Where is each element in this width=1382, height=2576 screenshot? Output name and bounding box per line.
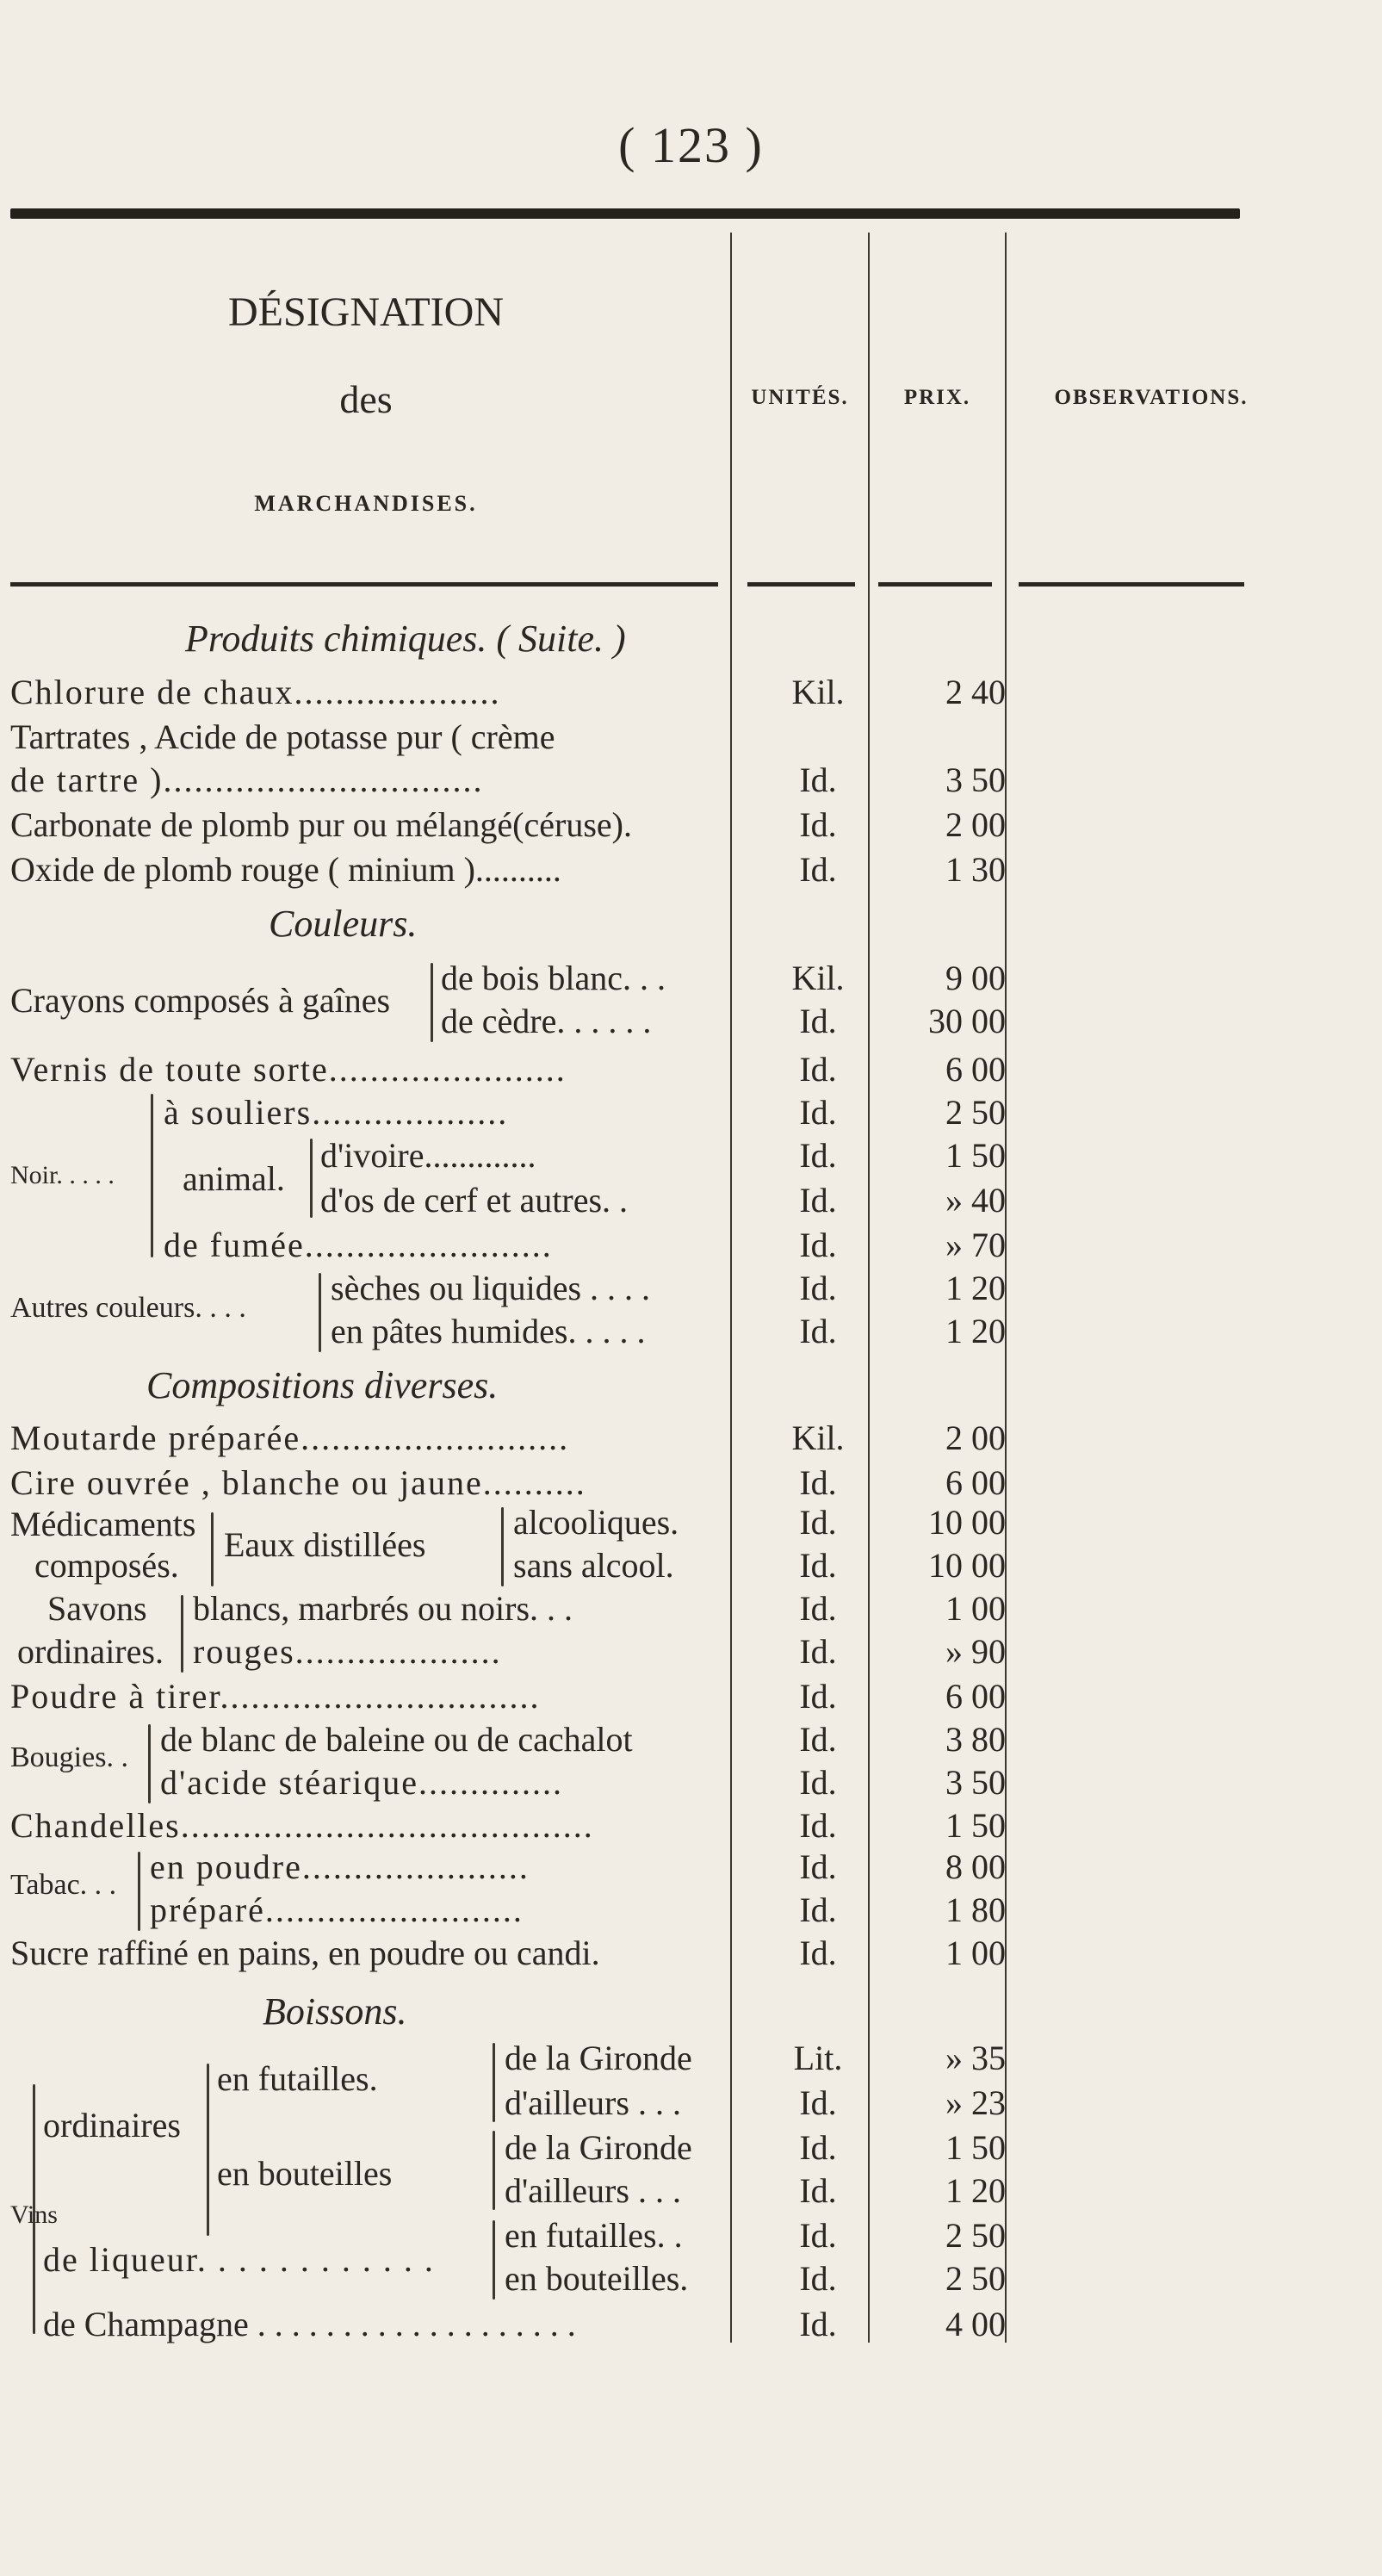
row-label: de fumée........................ — [164, 1226, 553, 1264]
row-unit: Id. — [799, 1226, 837, 1264]
group-label: de liqueur. . . . . . . . . . . . — [43, 2240, 435, 2279]
row-label: rouges.................... — [193, 1632, 502, 1671]
row-unit: Id. — [799, 2083, 837, 2122]
row-price: 1 00 — [945, 1934, 1006, 1972]
row-unit: Id. — [799, 2128, 837, 2167]
row-price: 2 00 — [945, 805, 1006, 844]
group-label: Savons — [47, 1589, 147, 1628]
row-price: 1 20 — [945, 2171, 1006, 2210]
row-label: blancs, marbrés ou noirs. . . — [193, 1589, 573, 1628]
row-price: 1 80 — [945, 1890, 1006, 1929]
section-title: Couleurs. — [269, 903, 418, 945]
row-price: 2 50 — [945, 2216, 1006, 2255]
brace — [33, 2084, 35, 2334]
section-title: Produits chimiques. ( Suite. ) — [185, 618, 626, 660]
row-unit: Id. — [799, 1503, 837, 1542]
row-unit: Id. — [799, 850, 837, 889]
brace — [493, 2131, 495, 2210]
row-price: 6 00 — [945, 1050, 1006, 1089]
row-unit: Id. — [799, 1546, 837, 1585]
row-label: Sucre raffiné en pains, en poudre ou candi. — [10, 1934, 600, 1972]
row-price: 9 00 — [945, 959, 1006, 997]
group-label: Vins — [10, 2200, 58, 2229]
row-label: d'ailleurs . . . — [505, 2083, 681, 2122]
row-unit: Kil. — [791, 1418, 845, 1457]
row-unit: Id. — [799, 1677, 837, 1716]
row-price: 1 50 — [945, 1806, 1006, 1845]
group-label: en futailles. — [217, 2059, 378, 2098]
row-unit: Id. — [799, 1806, 837, 1845]
row-label: de la Gironde — [505, 2128, 692, 2167]
row-label: en poudre...................... — [150, 1847, 530, 1886]
row-unit: Id. — [799, 1589, 837, 1628]
header-observations: OBSERVATIONS. — [1054, 386, 1249, 409]
group-label: ordinaires. — [17, 1632, 164, 1671]
row-unit: Kil. — [791, 673, 845, 711]
row-label: Poudre à tirer............................... — [10, 1677, 541, 1716]
group-label: composés. — [34, 1546, 179, 1585]
row-price: » 70 — [945, 1226, 1006, 1264]
row-unit: Id. — [799, 760, 837, 799]
row-price: 30 00 — [928, 1002, 1006, 1040]
row-label: d'os de cerf et autres. . — [320, 1181, 629, 1220]
row-unit: Id. — [799, 1763, 837, 1802]
row-price: 1 50 — [945, 2128, 1006, 2167]
row-unit: Id. — [799, 1720, 837, 1759]
row-price: 2 00 — [945, 1418, 1006, 1457]
header-designation: DÉSIGNATION — [228, 289, 504, 335]
row-price: » 23 — [945, 2083, 1006, 2122]
row-unit: Id. — [799, 2216, 837, 2255]
row-price: 1 20 — [945, 1269, 1006, 1307]
row-label: préparé......................... — [150, 1890, 524, 1929]
row-price: » 40 — [945, 1181, 1006, 1220]
row-unit: Id. — [799, 1093, 837, 1132]
group-label: Noir. . . . . — [10, 1161, 115, 1189]
row-label: sèches ou liquides . . . . — [331, 1269, 651, 1307]
header-rule — [10, 582, 718, 587]
row-unit: Id. — [799, 1632, 837, 1671]
row-unit: Id. — [799, 1002, 837, 1040]
group-label: Tabac. . . — [10, 1869, 117, 1901]
group-label: animal. — [183, 1159, 285, 1198]
column-separator — [730, 233, 732, 2343]
row-unit: Id. — [799, 2171, 837, 2210]
brace — [181, 1595, 183, 1673]
row-label: Tartrates , Acide de potasse pur ( crème — [10, 717, 555, 756]
row-unit: Kil. — [791, 959, 845, 997]
row-label: Chlorure de chaux.................... — [10, 673, 501, 711]
row-label: en pâtes humides. . . . . — [331, 1312, 646, 1350]
page-number: ( 123 ) — [618, 117, 764, 173]
row-label: sans alcool. — [513, 1546, 674, 1585]
brace — [493, 2043, 495, 2122]
row-unit: Id. — [799, 1312, 837, 1350]
row-label: Vernis de toute sorte....................... — [10, 1050, 567, 1089]
header-marchandises: MARCHANDISES. — [254, 491, 478, 516]
row-label: d'ailleurs . . . — [505, 2171, 681, 2210]
row-label: Carbonate de plomb pur ou mélangé(céruse). — [10, 805, 632, 844]
brace — [310, 1139, 313, 1218]
group-label: Crayons composés à gaînes — [10, 981, 391, 1020]
row-label: Oxide de plomb rouge ( minium ).......... — [10, 850, 561, 889]
row-unit: Id. — [799, 2259, 837, 2298]
row-label: à souliers................... — [164, 1093, 509, 1132]
header-rule — [878, 582, 992, 587]
row-unit: Id. — [799, 1050, 837, 1089]
row-label: en bouteilles. — [505, 2259, 689, 2298]
section-title: Boissons. — [263, 1990, 407, 2033]
row-label: alcooliques. — [513, 1503, 679, 1542]
row-label: de Champagne . . . . . . . . . . . . . . . . . . . — [43, 2305, 576, 2343]
row-price: 4 00 — [945, 2305, 1006, 2343]
row-label: Chandelles........................................ — [10, 1806, 594, 1845]
row-price: » 90 — [945, 1632, 1006, 1671]
brace — [493, 2220, 495, 2300]
header-rule — [1019, 582, 1244, 587]
row-price: 1 00 — [945, 1589, 1006, 1628]
row-price: 2 50 — [945, 1093, 1006, 1132]
brace — [211, 1512, 214, 1586]
row-unit: Id. — [799, 1463, 837, 1502]
brace — [207, 2064, 209, 2236]
row-price: 1 20 — [945, 1312, 1006, 1350]
group-label: ordinaires — [43, 2106, 181, 2145]
column-separator — [868, 233, 870, 2343]
row-unit: Id. — [799, 1890, 837, 1929]
row-unit: Id. — [799, 1269, 837, 1307]
row-label: de bois blanc. . . — [441, 959, 666, 997]
row-price: 2 50 — [945, 2259, 1006, 2298]
group-label: Médicaments — [10, 1505, 196, 1543]
row-unit: Id. — [799, 1934, 837, 1972]
row-label: de cèdre. . . . . . — [441, 1002, 652, 1040]
group-label: Bougies. . — [10, 1741, 128, 1773]
top-rule — [10, 208, 1240, 219]
brace — [148, 1724, 151, 1803]
brace — [501, 1507, 504, 1586]
row-unit: Id. — [799, 1847, 837, 1886]
row-price: 1 50 — [945, 1136, 1006, 1175]
brace — [151, 1094, 153, 1257]
header-rule — [747, 582, 855, 587]
row-label: de la Gironde — [505, 2039, 692, 2077]
group-label: en bouteilles — [217, 2154, 393, 2193]
row-label: de tartre )............................... — [10, 760, 484, 799]
row-price: 3 80 — [945, 1720, 1006, 1759]
header-des: des — [339, 377, 393, 421]
brace — [138, 1852, 140, 1931]
row-label: Moutarde préparée.......................... — [10, 1418, 570, 1457]
row-price: 3 50 — [945, 1763, 1006, 1802]
row-label: en futailles. . — [505, 2216, 683, 2255]
row-price: 6 00 — [945, 1677, 1006, 1716]
row-unit: Id. — [799, 1181, 837, 1220]
row-label: d'ivoire............. — [320, 1136, 536, 1175]
row-price: 10 00 — [928, 1503, 1006, 1542]
row-unit: Id. — [799, 805, 837, 844]
row-unit: Lit. — [793, 2039, 843, 2077]
row-label: de blanc de baleine ou de cachalot — [160, 1720, 633, 1759]
row-label: Cire ouvrée , blanche ou jaune.......... — [10, 1463, 586, 1502]
brace — [319, 1273, 321, 1352]
row-price: » 35 — [945, 2039, 1006, 2077]
group-label: Autres couleurs. . . . — [10, 1292, 246, 1324]
brace — [431, 963, 433, 1042]
row-price: 3 50 — [945, 760, 1006, 799]
row-price: 6 00 — [945, 1463, 1006, 1502]
row-price: 2 40 — [945, 673, 1006, 711]
row-price: 10 00 — [928, 1546, 1006, 1585]
section-title: Compositions diverses. — [146, 1364, 499, 1406]
header-unites: UNITÉS. — [751, 386, 849, 409]
row-price: 8 00 — [945, 1847, 1006, 1886]
row-unit: Id. — [799, 2305, 837, 2343]
row-price: 1 30 — [945, 850, 1006, 889]
row-unit: Id. — [799, 1136, 837, 1175]
group-label: Eaux distillées — [224, 1525, 426, 1564]
header-prix: PRIX. — [903, 386, 971, 409]
row-label: d'acide stéarique.............. — [160, 1763, 563, 1802]
